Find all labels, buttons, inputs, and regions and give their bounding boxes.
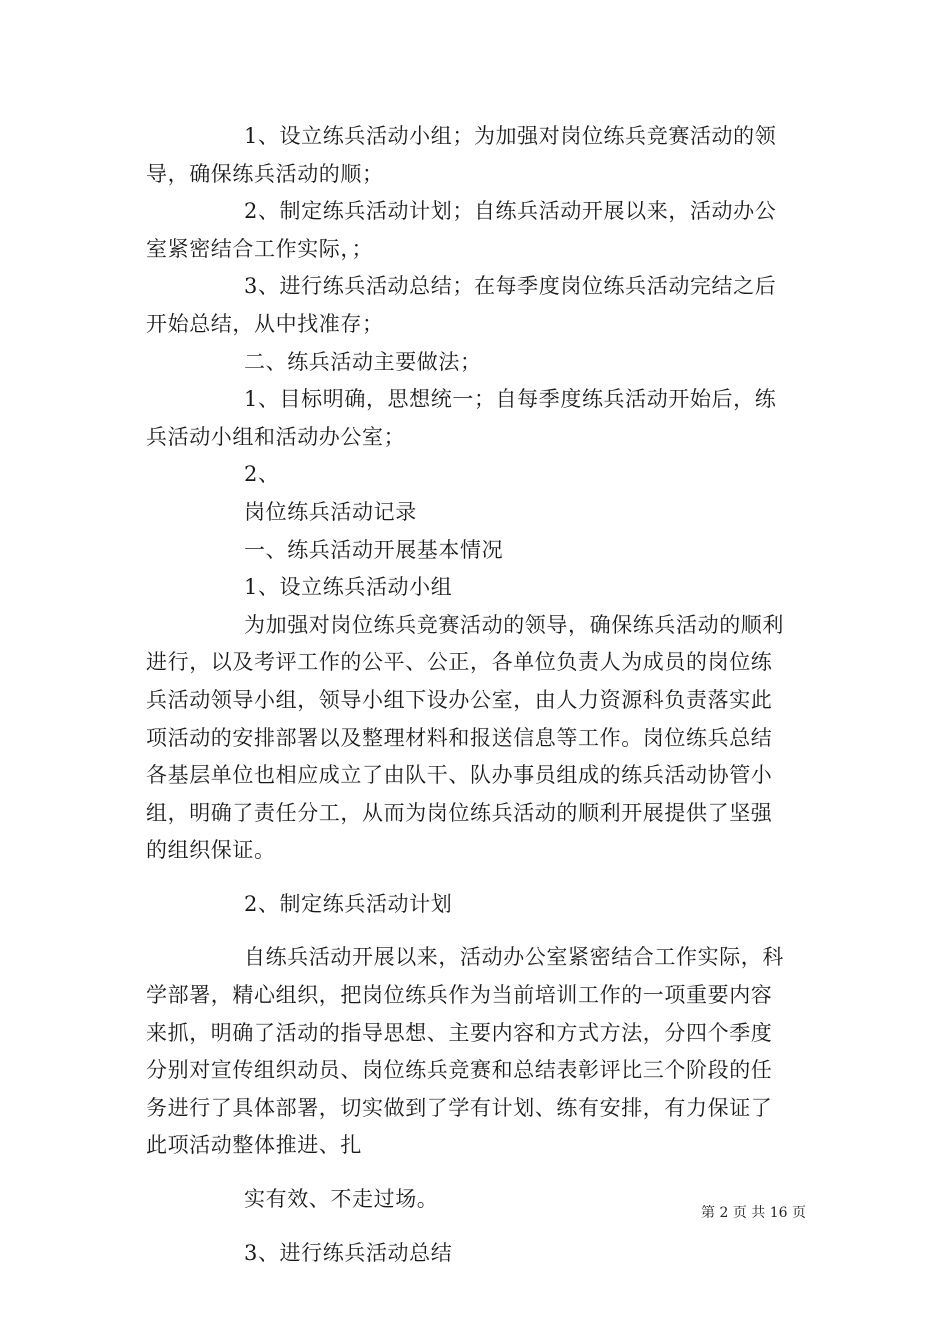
text-line: 实有效、不走过场。 (244, 1187, 439, 1212)
text-line: 为加强对岗位练兵竞赛活动的领导，确保练兵活动的顺利 (244, 612, 784, 637)
subsection-heading: 2、制定练兵活动计划 (244, 891, 453, 916)
text-line: 1、设立练兵活动小组；为加强对岗位练兵竞赛活动的领 (244, 124, 777, 148)
text-line: 3、进行练兵活动总结；在每季度岗位练兵活动完结之后 (244, 274, 777, 299)
text-line: 导，确保练兵活动的顺； (146, 161, 384, 186)
section-heading: 二、练兵活动主要做法； (244, 349, 482, 374)
subsection-heading: 3、进行练兵活动总结 (244, 1240, 453, 1265)
document-body (146, 118, 806, 1272)
text-line: 兵活动小组和活动办公室； (146, 424, 406, 449)
text-line: 学部署，精心组织，把岗位练兵作为当前培训工作的一项重要内容 (146, 983, 773, 1008)
text-line: 进行，以及考评工作的公平、公正，各单位负责人为成员的岗位练 (146, 650, 773, 675)
text-line: 1、目标明确，思想统一；自每季度练兵活动开始后，练 (244, 387, 777, 412)
text-line: 2、 (244, 462, 280, 487)
paragraph-gap (146, 1165, 806, 1181)
document-title: 岗位练兵活动记录 (244, 499, 417, 524)
text-line: 2、制定练兵活动计划；自练兵活动开展以来，活动办公 (244, 199, 777, 224)
text-line: 各基层单位也相应成立了由队干、队办事员组成的练兵活动协管小 (146, 763, 773, 788)
text-line: 分别对宣传组织动员、岗位练兵竞赛和总结表彰评比三个阶段的任 (146, 1058, 773, 1083)
text-line: 务进行了具体部署，切实做到了学有计划、练有安排，有力保证了 (146, 1095, 773, 1120)
text-line: 此项活动整体推进、扎 (146, 1133, 362, 1158)
section-heading: 一、练兵活动开展基本情况 (244, 537, 504, 562)
text-line: 组，明确了责任分工，从而为岗位练兵活动的顺利开展提供了坚强 (146, 800, 773, 825)
text-line: 室紧密结合工作实际，； (146, 236, 374, 261)
text-line: 自练兵活动开展以来，活动办公室紧密结合工作实际，科 (244, 945, 784, 970)
paragraph-gap (146, 870, 806, 886)
page-number: 第 2 页 共 16 页 (701, 1205, 806, 1221)
text-line: 项活动的安排部署以及整理材料和报送信息等工作。岗位练兵总结 (146, 725, 773, 750)
paragraph-gap (146, 923, 806, 939)
text-line: 开始总结，从中找准存； (146, 311, 384, 336)
subsection-heading: 1、设立练兵活动小组 (244, 575, 453, 600)
text-line: 兵活动领导小组，领导小组下设办公室，由人力资源科负责落实此 (146, 687, 773, 712)
text-line: 来抓，明确了活动的指导思想、主要内容和方式方法，分四个季度 (146, 1020, 773, 1045)
text-line: 的组织保证。 (146, 838, 276, 863)
